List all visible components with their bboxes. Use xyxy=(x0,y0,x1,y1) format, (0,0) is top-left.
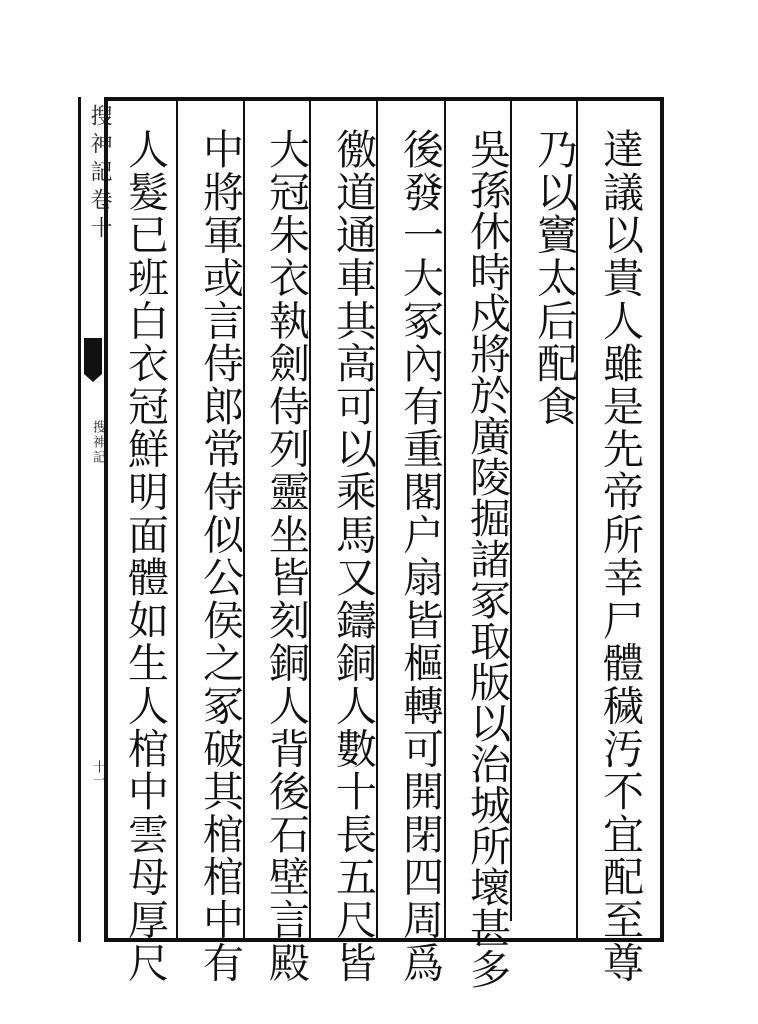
text-column-5 xyxy=(326,128,380,984)
margin-book-title: 搜神記 xyxy=(90,420,105,465)
column-text: 達議以貴人雖是先帝所幸尸體穢汚不宜配至尊 xyxy=(596,128,644,984)
text-column-3 xyxy=(460,128,514,989)
column-text: 後發一大冢內有重閣户扇皆樞轉可開閉四周爲 xyxy=(396,128,444,984)
text-column-8 xyxy=(118,128,172,984)
column-rule xyxy=(176,101,178,938)
text-column-7 xyxy=(193,128,247,984)
column-text: 徼道通車其高可以乘馬又鑄銅人數十長五尺皆 xyxy=(329,128,377,984)
fishtail-mark-icon xyxy=(84,338,102,374)
column-text: 人髮已班白衣冠鮮明面體如生人棺中雲母厚尺 xyxy=(121,128,169,984)
text-column-6 xyxy=(259,128,313,984)
column-text: 中將軍或言侍郎常侍似公侯之冢破其棺棺中有 xyxy=(196,128,244,984)
column-text: 吳孫休時戍將於廣陵掘諸冢取版以治城所壞甚多 xyxy=(463,128,511,989)
margin-header-text: 搜神記卷十 xyxy=(87,104,112,244)
column-text: 乃以竇太后配食 xyxy=(530,128,578,428)
text-column-2 xyxy=(527,128,581,428)
margin-folio-number: 十一 xyxy=(90,760,105,786)
column-text: 大冠朱衣執劍侍列靈坐皆刻銅人背後石壁言殿 xyxy=(262,128,310,984)
text-column-4 xyxy=(393,128,447,984)
text-column-1 xyxy=(593,128,647,984)
